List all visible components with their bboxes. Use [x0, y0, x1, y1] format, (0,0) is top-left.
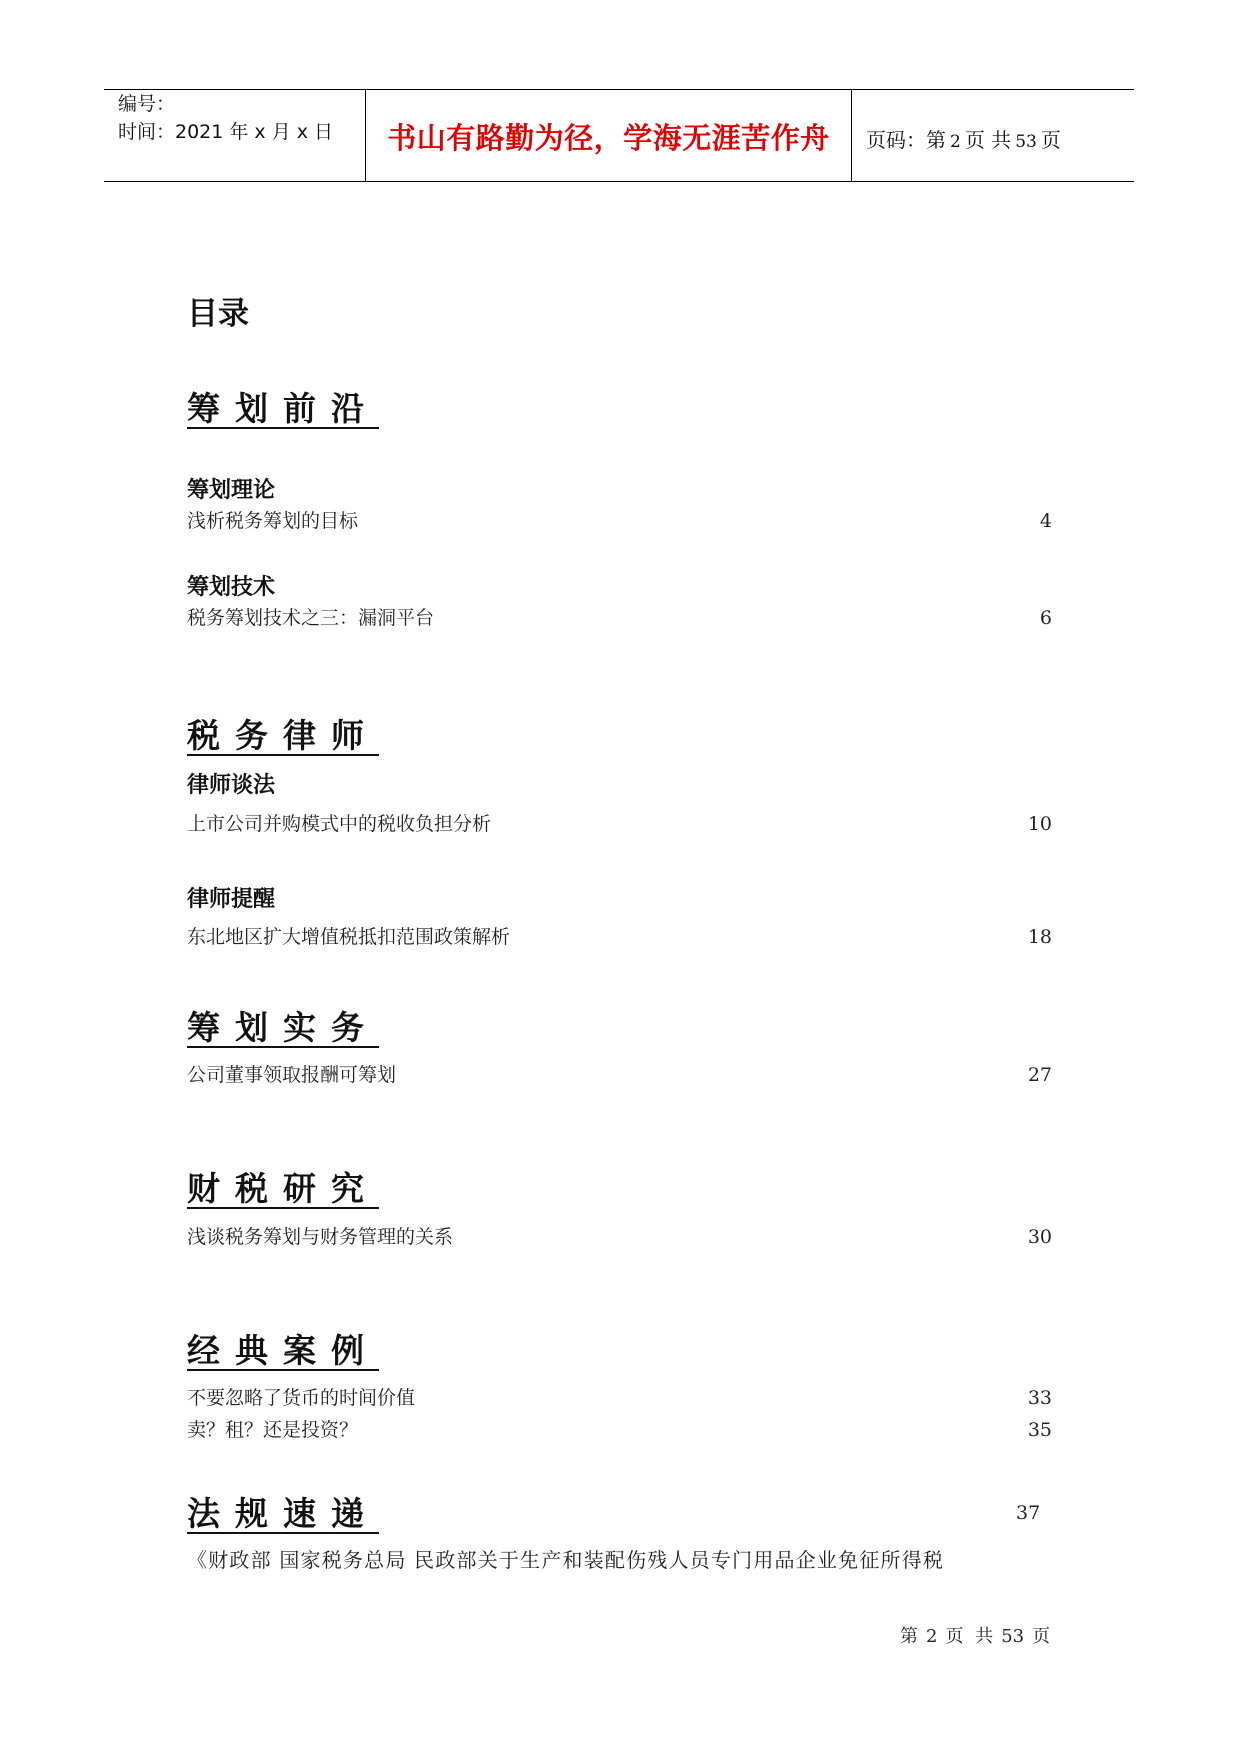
section-title-tax-research: 财税研究 [187, 1169, 379, 1208]
toc-entry-text: 公司董事领取报酬可筹划 [187, 1064, 397, 1086]
toc-entry-text: 税务筹划技术之三：漏洞平台 [187, 607, 435, 629]
toc-entry[interactable] [187, 922, 1052, 949]
toc-entry-page: 18 [1027, 926, 1052, 948]
time-label: 时间：2021 年 x 月 x 日 [118, 121, 334, 143]
footer-middle: 页 共 [945, 1626, 994, 1647]
page-suffix: 页 [1040, 128, 1061, 152]
footer-suffix: 页 [1032, 1626, 1051, 1647]
toc-entry-page: 27 [1027, 1064, 1052, 1086]
toc-entry-text: 不要忽略了货币的时间价值 [187, 1387, 416, 1409]
toc-entry-page: 6 [1039, 607, 1052, 629]
header-bottom-rule [104, 181, 1134, 182]
toc-entry[interactable] [187, 506, 1052, 533]
toc-entry-text: 上市公司并购模式中的税收负担分析 [187, 813, 492, 835]
toc-entry-text: 东北地区扩大增值税抵扣范围政策解析 [187, 926, 511, 948]
subsection-planning-theory: 筹划理论 [187, 478, 276, 503]
toc-entry[interactable] [187, 1060, 1052, 1087]
toc-entry-text: 卖？租？还是投资？ [187, 1419, 359, 1441]
header-divider-right [851, 89, 852, 182]
toc-entry-text: 浅析税务筹划的目标 [187, 510, 359, 532]
toc-entry[interactable] [187, 809, 1052, 836]
toc-entry[interactable] [187, 1383, 1052, 1410]
header-meta [118, 90, 333, 146]
toc-entry[interactable] [187, 603, 1052, 630]
page-prefix: 页码：第 [866, 128, 946, 152]
section-title-regulation-express: 法规速递 [187, 1494, 379, 1533]
section-title-planning-practice: 筹划实务 [187, 1008, 379, 1047]
page-total: 53 [1015, 132, 1037, 152]
toc-entry-text: 浅谈税务筹划与财务管理的关系 [187, 1226, 454, 1248]
toc-entry-text[interactable]: 《财政部 国家税务总局 民政部关于生产和装配伤残人员专门用品企业免征所得税 [187, 1548, 945, 1572]
toc-entry-page: 4 [1039, 510, 1052, 532]
toc-entry[interactable] [187, 1415, 1052, 1442]
subsection-planning-technique: 筹划技术 [187, 575, 276, 600]
header-motto: 书山有路勤为径，学海无涯苦作舟 [387, 121, 830, 155]
toc-entry-page: 10 [1027, 813, 1052, 835]
footer-page-number [900, 1622, 1058, 1648]
page-middle: 页 共 [964, 128, 1012, 152]
section-page-number: 37 [1016, 1502, 1041, 1524]
section-title-planning-frontier: 筹划前沿 [187, 389, 379, 428]
toc-entry-page: 30 [1027, 1226, 1052, 1248]
subsection-lawyer-reminder: 律师提醒 [187, 887, 276, 912]
toc-entry-page: 35 [1027, 1419, 1052, 1441]
header-page-number [866, 124, 1061, 153]
page-current: 2 [950, 132, 961, 152]
section-title-tax-lawyer: 税务律师 [187, 716, 379, 755]
footer-total: 53 [1001, 1626, 1025, 1647]
toc-entry-page: 33 [1027, 1387, 1052, 1409]
footer-prefix: 第 [900, 1626, 918, 1647]
footer-current: 2 [926, 1626, 938, 1647]
toc-title: 目录 [187, 296, 249, 332]
section-title-classic-cases: 经典案例 [187, 1331, 379, 1370]
subsection-lawyer-talk: 律师谈法 [187, 773, 276, 798]
serial-label: 编号： [118, 93, 176, 115]
toc-entry[interactable] [187, 1222, 1052, 1249]
